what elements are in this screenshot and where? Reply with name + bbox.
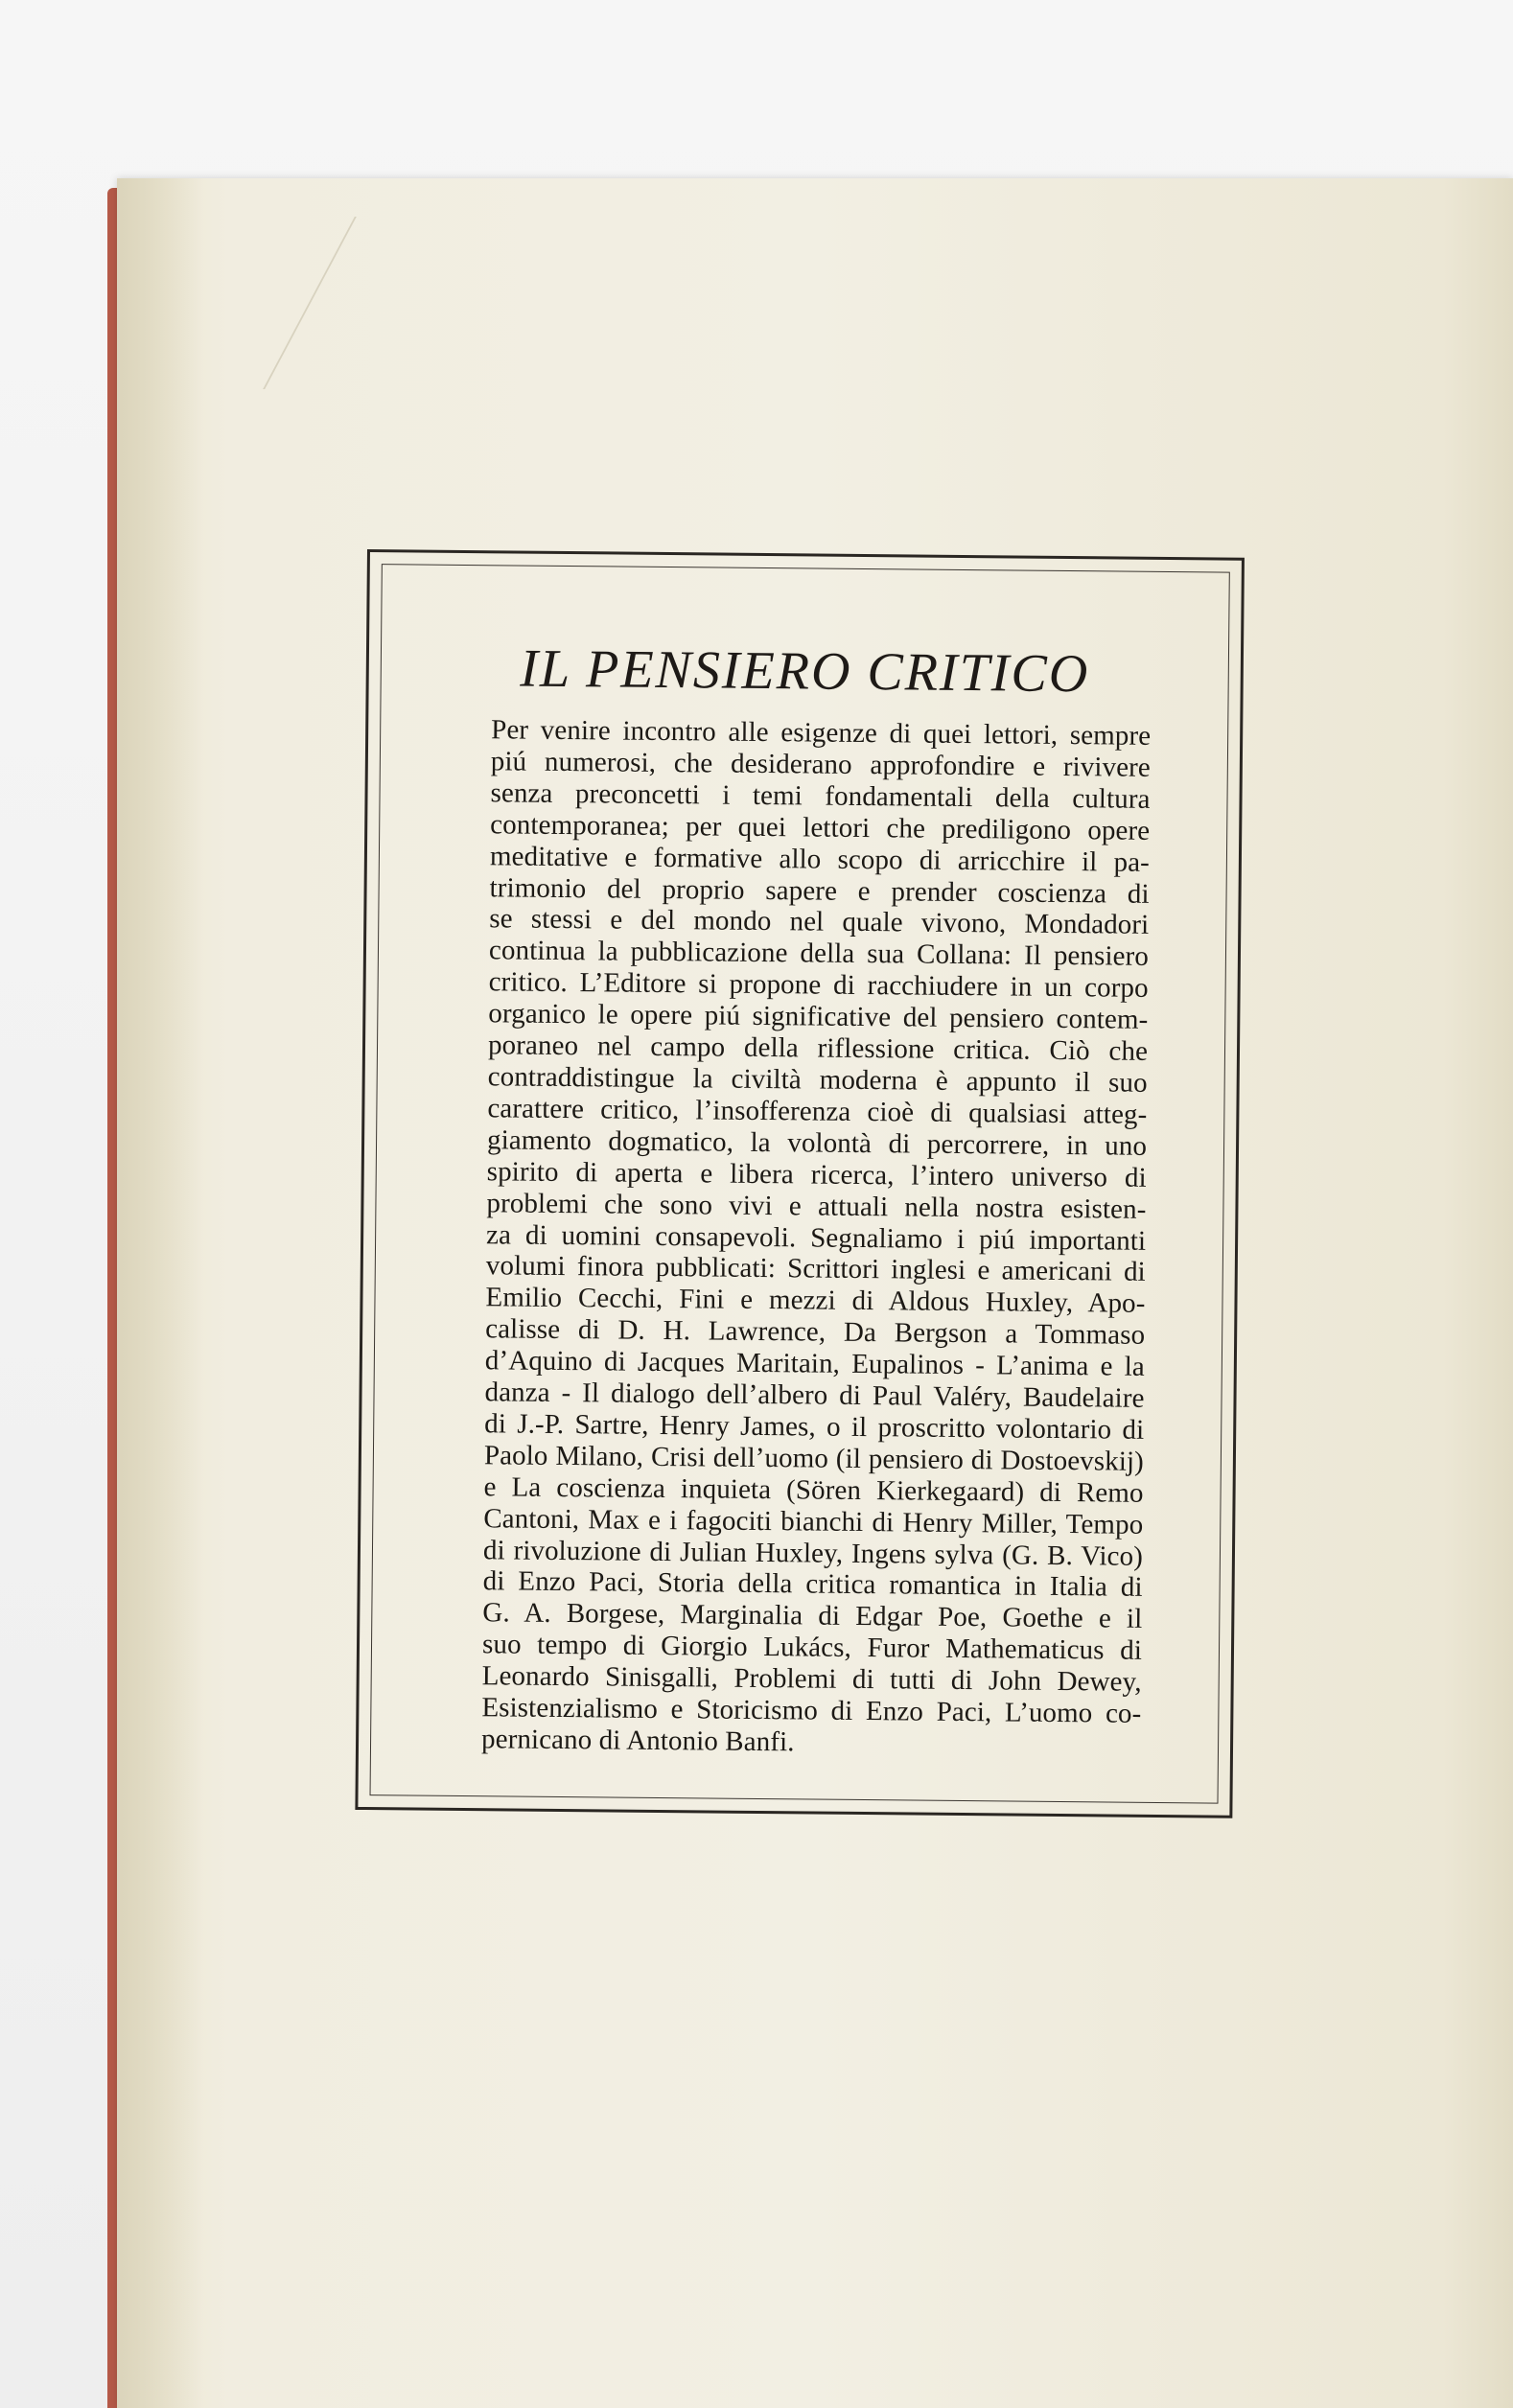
blurb-line: contraddistingue la civiltà moderna è appunto il suo [487,1061,1148,1099]
blurb-line: di J.-P. Sartre, Henry James, o il proscritto volontario di [484,1408,1145,1446]
blurb-line: Paolo Milano, Crisi dell’uomo (il pensiero di Dostoevskij) [483,1440,1145,1477]
blurb-line: Esistenzialismo e Storicismo di Enzo Paci, L’uomo co- [481,1692,1142,1729]
blurb-text [481,714,1151,1761]
blurb-line: piú numerosi, che desiderano approfondire e rivivere [490,746,1152,783]
blurb-line: contemporanea; per quei lettori che prediligono opere [490,808,1151,846]
blurb-line: organico le opere piú significative del pensiero contem- [488,998,1149,1035]
blurb-line: Emilio Cecchi, Fini e mezzi di Aldous Huxley, Apo- [485,1282,1146,1320]
blurb-line: di Enzo Paci, Storia della critica romantica in Italia di [482,1565,1143,1604]
blurb-line: trimonio del proprio sapere e prender coscienza di [489,871,1150,910]
blurb-line: za di uomini consapevoli. Segnaliamo i piú importanti [485,1218,1147,1257]
blurb-line: poraneo nel campo della riflessione critica. Ciò che [487,1030,1149,1067]
blurb-line: e La coscienza inquieta (Sören Kierkegaard) di Remo [483,1470,1144,1509]
blurb-line: calisse di D. H. Lawrence, Da Bergson a Tommaso [485,1313,1146,1352]
blurb-line: spirito di aperta e libera ricerca, l’intero universo di [486,1155,1147,1193]
blurb-line: problemi che sono vivi e attuali nella nostra esisten- [486,1187,1147,1225]
blurb-line: suo tempo di Giorgio Lukács, Furor Mathematicus di [481,1629,1143,1667]
blurb-line: Cantoni, Max e i fagociti bianchi di Henry Miller, Tempo [483,1502,1144,1540]
blurb-line: giamento dogmatico, la volontà di percorrere, in uno [486,1124,1148,1162]
blurb-line: meditative e formative allo scopo di arricchire il pa- [489,840,1151,878]
blurb-line: carattere critico, l’insofferenza cioè di qualsiasi atteg- [487,1093,1148,1130]
text-frame [355,549,1245,1818]
blurb-line: Per venire incontro alle esigenze di quei lettori, sempre [491,714,1152,752]
book-back-cover [117,178,1513,2408]
blurb-line: volumi finora pubblicati: Scrittori inglesi e americani di [485,1250,1146,1288]
collection-title: IL PENSIERO CRITICO [520,638,1090,705]
blurb-line: se stessi e del mondo nel quale vivono, Mondadori [489,903,1150,941]
blurb-line: critico. L’Editore si propone di racchiudere in un corpo [488,966,1149,1005]
blurb-line: continua la pubblicazione della sua Collana: Il pensiero [488,935,1150,973]
blurb-line: Leonardo Sinisgalli, Problemi di tutti di John Dewey, [481,1660,1142,1698]
blurb-line: danza - Il dialogo dell’albero di Paul Valéry, Baudelaire [484,1377,1145,1414]
blurb-line: senza preconcetti i temi fondamentali della cultura [490,777,1151,815]
blurb-line: di rivoluzione di Julian Huxley, Ingens sylva (G. B. Vico) [482,1534,1144,1572]
blurb-line: d’Aquino di Jacques Maritain, Eupalinos - L’anima e la [484,1345,1146,1382]
blurb-line: G. A. Borgese, Marginalia di Edgar Poe, Goethe e il [482,1597,1143,1635]
blurb-line: pernicano di Antonio Banfi. [480,1724,795,1758]
